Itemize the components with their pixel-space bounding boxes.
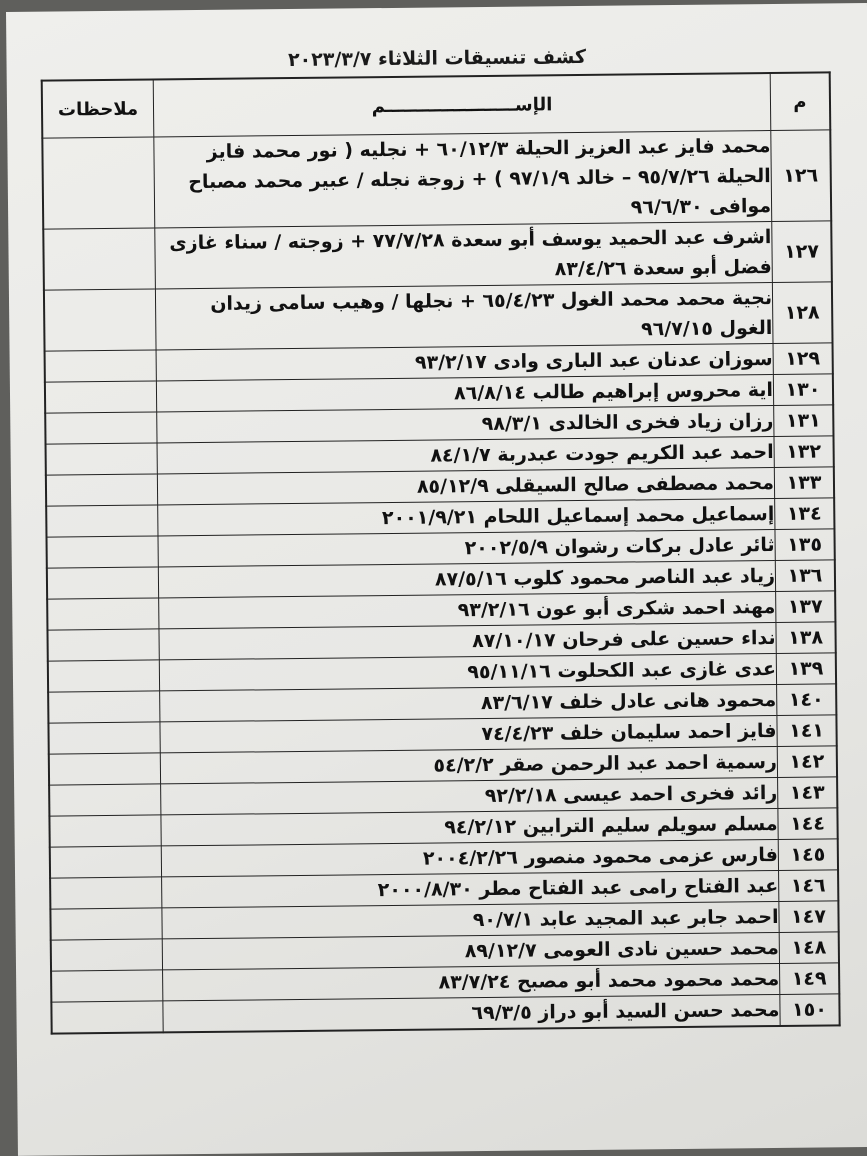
row-notes: [50, 908, 162, 940]
row-name: مسلم سويلم سليم الترابين ٩٤/٢/١٢: [161, 808, 778, 845]
row-notes: [45, 412, 157, 444]
row-number: ١٤٧: [779, 901, 839, 933]
row-notes: [45, 381, 157, 413]
row-number: ١٤٥: [778, 839, 838, 871]
row-name: اشرف عبد الحميد يوسف أبو سعدة ٧٧/٧/٢٨ + زوجته / سناء غازى فضل أبو سعدة ٨٣/٤/٢٦: [155, 221, 773, 288]
row-number: ١٣٠: [773, 374, 833, 406]
row-notes: [51, 939, 163, 971]
row-name: ثائر عادل بركات رشوان ٢٠٠٢/٥/٩: [158, 529, 775, 566]
row-name: عدى غازى عبد الكحلوت ٩٥/١١/١٦: [159, 653, 776, 690]
row-notes: [48, 722, 160, 754]
row-name: رسمية احمد عبد الرحمن صقر ٥٤/٢/٢: [160, 746, 777, 783]
row-name: فايز احمد سليمان خلف ٧٤/٤/٢٣: [160, 715, 777, 752]
row-name: محمد حسن السيد أبو دراز ٦٩/٣/٥: [163, 994, 780, 1032]
row-notes: [46, 474, 158, 506]
row-name: اية محروس إبراهيم طالب ٨٦/٨/١٤: [156, 374, 773, 411]
names-table: [41, 71, 841, 1034]
row-name: رزان زياد فخرى الخالدى ٩٨/٣/١: [157, 405, 774, 442]
row-number: ١٤٨: [779, 932, 839, 964]
row-number: ١٤٩: [780, 963, 840, 995]
row-name: فارس عزمى محمود منصور ٢٠٠٤/٢/٢٦: [161, 839, 778, 876]
row-name: رائد فخرى احمد عيسى ٩٢/٢/١٨: [161, 777, 778, 814]
row-number: ١٤٦: [779, 870, 839, 902]
row-name: محمود هانى عادل خلف ٨٣/٦/١٧: [160, 684, 777, 721]
row-name: عبد الفتاح رامى عبد الفتاح مطر ٢٠٠٠/٨/٣٠: [162, 870, 779, 907]
table-header-row: [42, 72, 831, 138]
row-name: محمد محمود محمد أبو مصبح ٨٣/٧/٢٤: [163, 963, 780, 1000]
row-notes: [50, 846, 162, 878]
row-number: ١٣٢: [774, 436, 834, 468]
row-number: ١٣٥: [775, 529, 835, 561]
paper-sheet: [6, 3, 867, 1156]
header-name-label: الإســـــــــــــــــــــم: [371, 93, 553, 117]
header-name: [153, 73, 771, 137]
row-notes: [43, 228, 155, 290]
row-number: ١٢٧: [772, 221, 832, 283]
row-notes: [49, 784, 161, 816]
row-notes: [47, 536, 159, 568]
row-name: سوزان عدنان عبد البارى وادى ٩٣/٢/١٧: [156, 343, 773, 380]
row-number: ١٣٣: [774, 467, 834, 499]
row-number: ١٤٤: [778, 808, 838, 840]
row-name: محمد مصطفى صالح السيقلى ٨٥/١٢/٩: [157, 467, 774, 504]
row-notes: [47, 629, 159, 661]
row-name: زياد عبد الناصر محمود كلوب ٨٧/٥/١٦: [158, 560, 775, 597]
header-number: م: [770, 72, 830, 130]
row-number: ١٤٢: [777, 746, 837, 778]
row-number: ١٢٩: [773, 343, 833, 375]
table-row: [44, 282, 833, 351]
row-number: ١٥٠: [780, 994, 840, 1026]
row-number: ١٢٨: [772, 282, 832, 344]
row-name: نداء حسين على فرحان ٨٧/١٠/١٧: [159, 622, 776, 659]
row-number: ١٣١: [774, 405, 834, 437]
row-notes: [47, 598, 159, 630]
row-number: ١٤١: [777, 715, 837, 747]
row-notes: [48, 691, 160, 723]
row-notes: [46, 505, 158, 537]
row-notes: [46, 443, 158, 475]
row-name: نجية محمد محمد الغول ٦٥/٤/٢٣ + نجلها / وهيب سامى زيدان الغول ٩٦/٧/١٥: [155, 282, 773, 349]
row-number: ١٣٤: [775, 498, 835, 530]
row-notes: [49, 815, 161, 847]
row-notes: [50, 877, 162, 909]
table-body: [42, 130, 839, 1034]
row-notes: [51, 970, 163, 1002]
row-number: ١٣٧: [776, 591, 836, 623]
table-row: [43, 221, 832, 290]
row-name: محمد فايز عبد العزيز الحيلة ٦٠/١٢/٣ + نجليه ( نور محمد فايز الحيلة ٩٥/٧/٢٦ – خالد ٩٧/١/٩ ) + زوجة نجله / عبير محمد مصباح موافى ٩٦/٦/٣٠: [154, 130, 772, 227]
row-notes: [44, 289, 156, 351]
row-notes: [42, 137, 154, 229]
row-number: ١٣٩: [776, 653, 836, 685]
row-name: احمد جابر عبد المجيد عابد ٩٠/٧/١: [162, 901, 779, 938]
row-number: ١٣٨: [776, 622, 836, 654]
row-number: ١٤٠: [777, 684, 837, 716]
row-number: ١٤٣: [778, 777, 838, 809]
table-row: [42, 130, 831, 229]
row-notes: [45, 350, 157, 382]
document-title: كشف تنسيقات الثلاثاء ٢٠٢٣/٣/٧: [287, 45, 587, 72]
row-number: ١٣٦: [775, 560, 835, 592]
row-name: محمد حسين نادى العومى ٨٩/١٢/٧: [162, 932, 779, 969]
row-notes: [47, 567, 159, 599]
row-name: احمد عبد الكريم جودت عبدربة ٨٤/١/٧: [157, 436, 774, 473]
row-number: ١٢٦: [771, 130, 831, 222]
row-notes: [49, 753, 161, 785]
row-notes: [51, 1001, 163, 1034]
row-name: إسماعيل محمد إسماعيل اللحام ٢٠٠١/٩/٢١: [158, 498, 775, 535]
header-notes: ملاحظات: [42, 79, 154, 138]
row-name: مهند احمد شكرى أبو عون ٩٣/٢/١٦: [159, 591, 776, 628]
row-notes: [48, 660, 160, 692]
